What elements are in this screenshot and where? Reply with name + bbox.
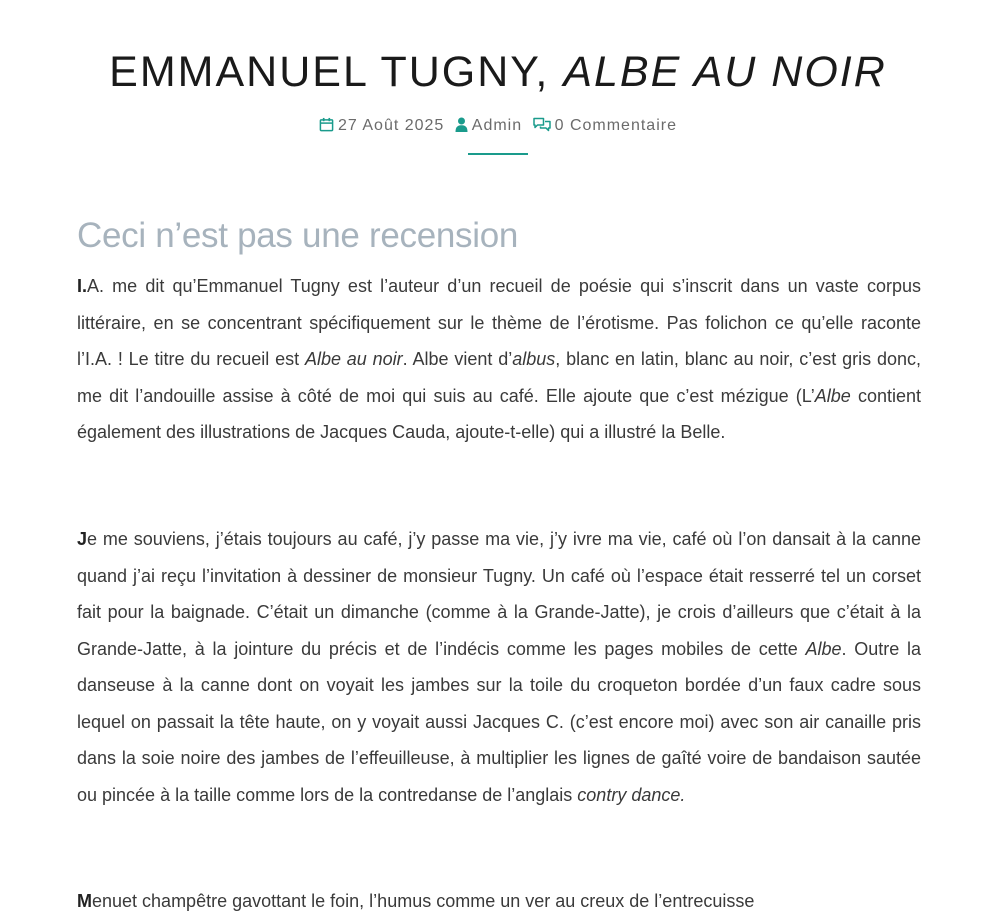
paragraph-text: e me souviens, j’étais toujours au café, j’y passe ma vie, j’y ivre ma vie, café où l’on dansait à la canne quand j’ai reçu l’invitation à dessiner de monsieur Tugny. Un café où l’espace était resserré tel un corset fait pour la baignade. C’était un dimanche (comme à la Grande-Jatte), je crois d’ailleurs que c’était à la Grande-Jatte, à la jointure du précis et de l’indécis comme les pages mobiles de cette bbox=[77, 529, 921, 659]
post-meta bbox=[0, 116, 996, 138]
paragraph-text: contient également des illustrations de Jacques Cauda, ajoute-t-elle) qui a illustré la Belle. bbox=[77, 385, 921, 442]
post-title-work: ALBE AU NOIR bbox=[563, 48, 887, 96]
italic-text: contry dance. bbox=[577, 784, 686, 805]
calendar-icon bbox=[319, 117, 334, 138]
paragraph-text: , blanc en latin, blanc au noir, c’est gris donc, me dit l’andouille assise à côté de moi qui suis au café. Elle ajoute que c’est mézigue (L’ bbox=[77, 349, 921, 406]
italic-text: albus bbox=[512, 349, 556, 369]
post-comments[interactable] bbox=[533, 117, 677, 134]
paragraph-initial: I. bbox=[77, 276, 88, 296]
post-title-author: EMMANUEL TUGNY, bbox=[109, 48, 564, 96]
comments-icon bbox=[533, 117, 551, 138]
paragraph-initial: J bbox=[77, 529, 88, 549]
italic-text: Albe bbox=[805, 638, 842, 659]
post-subtitle: Ceci n’est pas une recension bbox=[77, 216, 519, 255]
paragraph-text: . Albe vient d’ bbox=[402, 349, 513, 369]
paragraph-text: . Outre la danseuse à la canne dont on voyait les jambes sur la toile du croqueton bordée d’un faux cadre sous lequel on passait la tête haute, on y voyait aussi Jacques C. (c’est encore moi) avec son air canaille pris dans la soie noire des jambes de l’effeuilleuse, à multiplier les lignes de gaîté voire de bandaison sautée ou pincée à la taille comme lors de la contredanse de l’anglais bbox=[77, 638, 922, 805]
paragraph-text: A. me dit qu’Emmanuel Tugny est l’auteur d’un recueil de poésie qui s’inscrit dans un vaste corpus littéraire, en se concentrant spécifiquement sur le thème de l’érotisme. Pas folichon ce qu’elle raconte l’I.A. ! Le titre du recueil est bbox=[77, 276, 921, 369]
user-icon bbox=[455, 117, 468, 138]
italic-text: Albe au noir bbox=[304, 349, 403, 369]
article-paragraph bbox=[77, 268, 921, 451]
post-date[interactable] bbox=[319, 117, 450, 134]
article-paragraph bbox=[77, 521, 921, 813]
post-comments-text: 0 Commentaire bbox=[554, 117, 677, 134]
italic-text: Albe bbox=[814, 385, 851, 406]
paragraph-text: enuet champêtre gavottant le foin, l’humus comme un ver au creux de l’entrecuisse bbox=[92, 891, 755, 911]
post-date-text: 27 Août 2025 bbox=[338, 117, 445, 134]
post-title bbox=[0, 46, 996, 98]
article-paragraph bbox=[77, 883, 921, 920]
post-author[interactable] bbox=[455, 117, 528, 134]
paragraph-initial: M bbox=[77, 891, 92, 911]
post-author-text: Admin bbox=[471, 117, 523, 134]
title-divider bbox=[468, 153, 528, 155]
